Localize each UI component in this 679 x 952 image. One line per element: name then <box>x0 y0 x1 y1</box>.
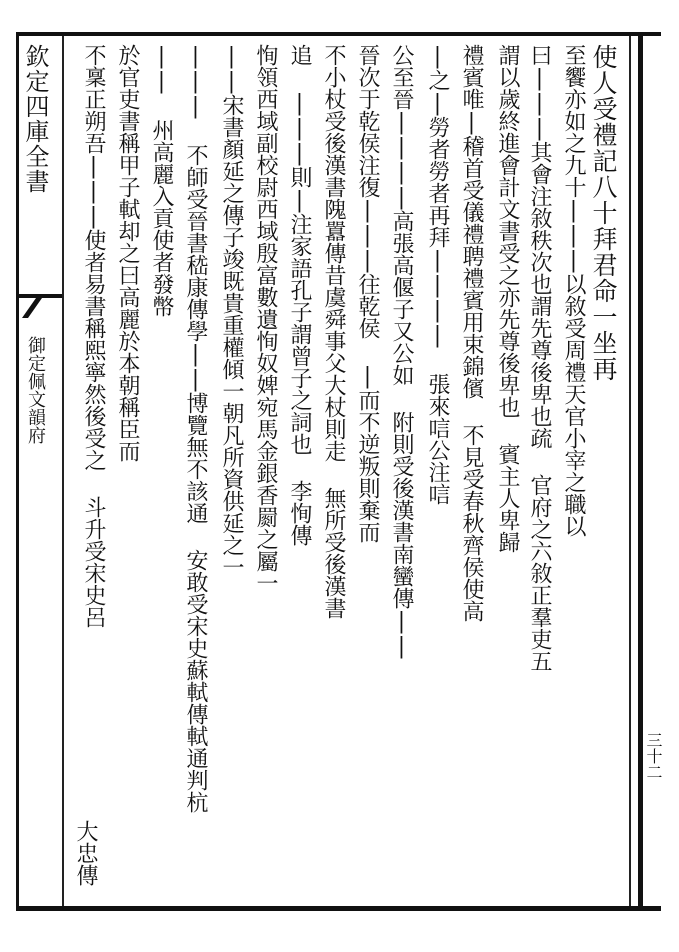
text-column: 大忠傳 <box>73 820 98 886</box>
page-number: 三十二 <box>644 732 663 780</box>
frame-top-rule <box>18 32 661 36</box>
margin-divider-right <box>629 36 631 906</box>
text-column: 晉次于乾侯注復|||往乾侯 |而不逆叛則棄而 <box>355 44 380 543</box>
text-column: ||| 不師受晉書嵇康傳學||博覽無不該通 安敢受宋史蘇軾傳軾通判杭 <box>183 44 208 813</box>
text-column: 至饗亦如之九十|||以敘受周禮天官小宰之職以 <box>561 44 586 537</box>
text-column: 追 |||則|注家語孔子謂曾子之詞也 李恂傳 <box>287 44 312 546</box>
text-column: 曰|||其會注敘秩次也謂先尊後卑也疏 官府之六敘正羣吏五 <box>527 44 552 672</box>
frame-bottom-rule <box>18 906 661 911</box>
text-column: 不小杖受後漢書隗囂傳昔虞舜事父大杖則走 無所受後漢書 <box>321 44 346 619</box>
margin-divider-left <box>62 36 64 906</box>
text-column: 不稟正朔吾|||使者易書稱熙寧然後受之 斗升受宋史呂 <box>81 44 106 628</box>
text-column: 使人受禮記八十拜君命一坐再 <box>589 44 618 382</box>
text-column: |之|勞者勞者再拜|||| 張來唁公注唁 <box>425 44 450 505</box>
text-column: 公至晉||||高張高偃子又公如 附則受後漢書南蠻傳|| <box>389 44 414 659</box>
text-column: 恂領西域副校尉西域殷富數遺恂奴婢宛馬金銀香罽之屬一 <box>253 44 278 594</box>
text-column: || 州高麗入貢使者發幣 <box>149 44 174 317</box>
text-column: 於官吏書稱甲子軾却之曰高麗於本朝稱臣而 <box>115 44 140 462</box>
text-column: 禮賓唯|稽首受儀禮聘禮賓用束錦儐 不見受春秋齊侯使高 <box>459 44 484 622</box>
fish-tail-icon <box>18 292 62 320</box>
margin-title: 欽定四庫全書 <box>21 44 49 194</box>
text-column: ||宋書顏延之傳子竣既貴重權傾一朝凡所資供延之一 <box>219 44 244 578</box>
margin-book-name: 御定佩文韻府 <box>25 336 46 444</box>
text-column: 謂以歲終進會計文書受之亦先尊後卑也 賓主人卑歸 <box>495 44 520 553</box>
